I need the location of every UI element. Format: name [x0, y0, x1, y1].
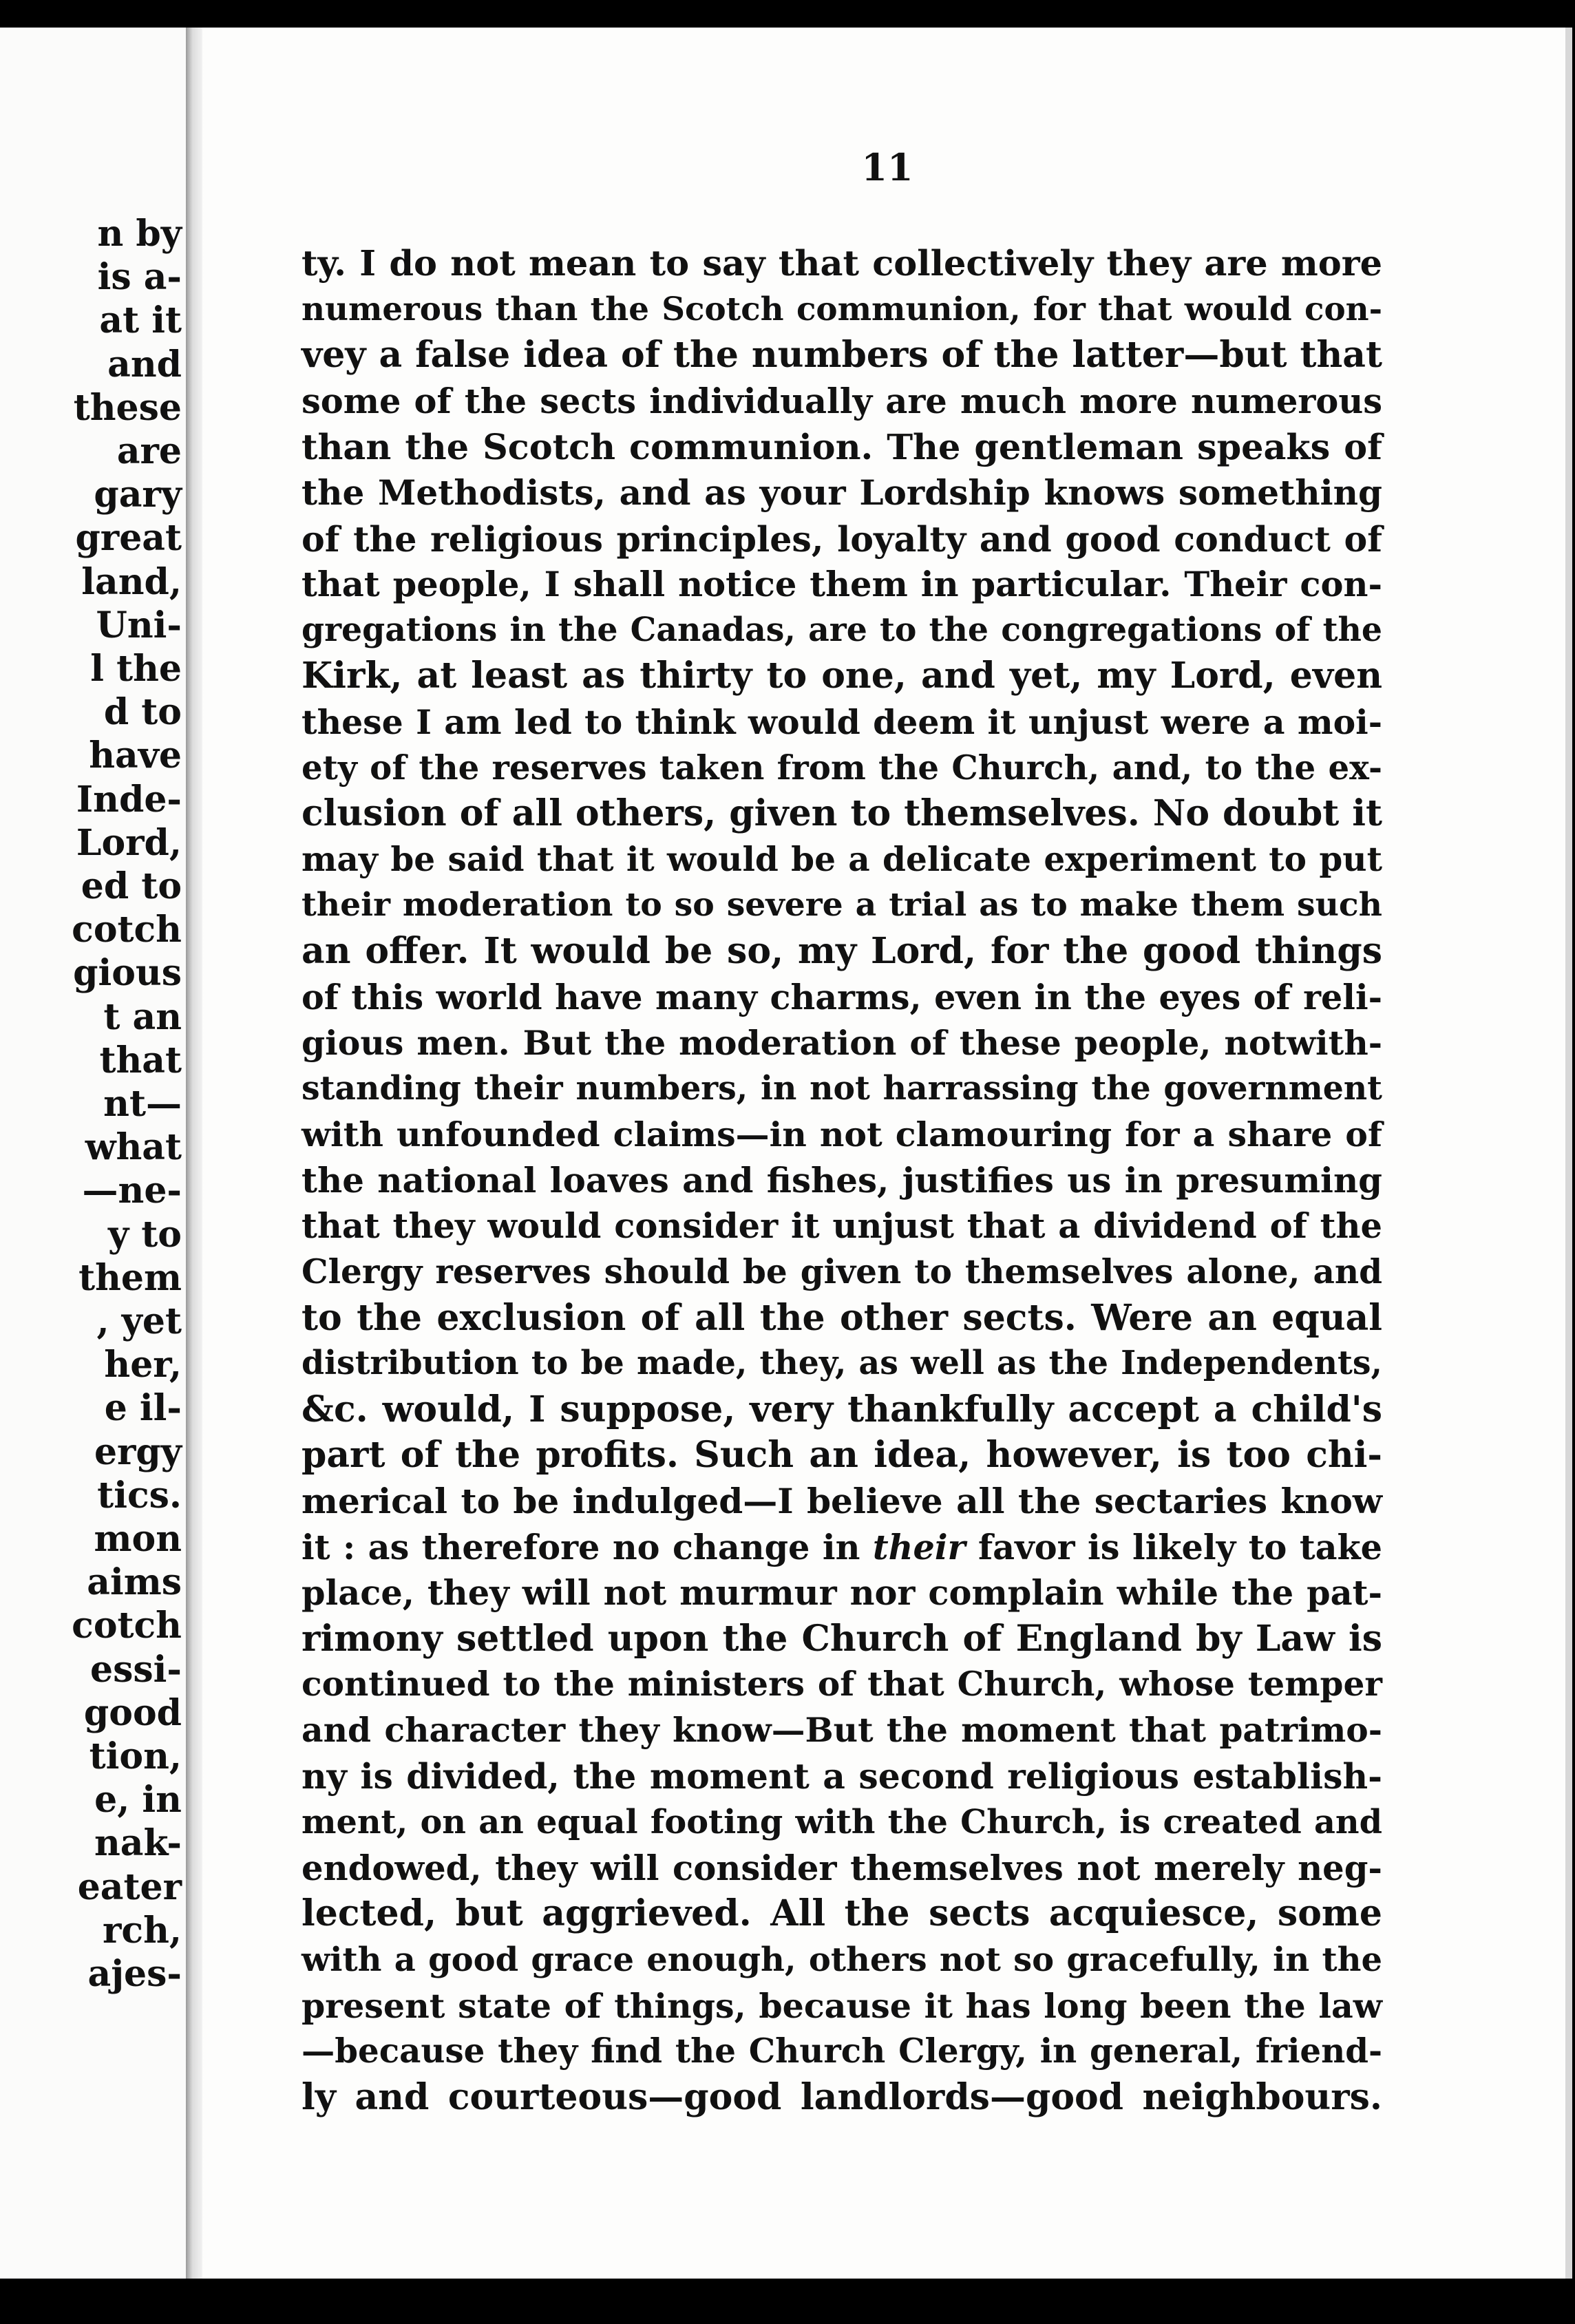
left-page-line: are [116, 430, 182, 472]
left-page-line: e, in [94, 1779, 182, 1821]
left-page-line: is a- [97, 256, 182, 299]
text-line: part of the profits. Such an idea, however, is too chi- [302, 1434, 1382, 1477]
text-line: clusion of all others, given to themselves. No doubt it [302, 792, 1382, 835]
text-line: with a good grace enough, others not so gracefully, in the [302, 1940, 1382, 1979]
text-line: ty. I do not mean to say that collectively they are more [302, 243, 1382, 284]
left-page-line: essi- [90, 1648, 182, 1691]
left-page-line: these [73, 386, 182, 429]
left-page-line: at it [99, 299, 182, 342]
left-page-line: —ne- [82, 1170, 182, 1212]
left-page-line: e il- [104, 1387, 182, 1430]
text-line: of the religious principles, loyalty and good conduct of [302, 518, 1382, 560]
text-line: the Methodists, and as your Lordship knows something [302, 472, 1382, 513]
left-page-line: what [85, 1126, 182, 1169]
text-line: lected, but aggrieved. All the sects acquiesce, some [302, 1892, 1382, 1935]
text-line: that people, I shall notice them in particular. Their con- [302, 564, 1382, 605]
text-line: with unfounded claims—in not clamouring for a share of [302, 1115, 1382, 1155]
left-page-line: great [75, 517, 182, 560]
text-line: rimony settled upon the Church of England by Law is [302, 1617, 1382, 1660]
text-line: vey a false idea of the numbers of the latter—but that [302, 334, 1382, 377]
text-line: and character they know—But the moment that patrimo- [302, 1711, 1382, 1750]
text-line: continued to the ministers of that Church, whose temper [302, 1665, 1382, 1704]
left-page-line: gary [94, 474, 182, 516]
italic-text-run: their [872, 1527, 966, 1567]
text-line: Kirk, at least as thirty to one, and yet, my Lord, even [302, 655, 1382, 697]
left-page-line: nt— [103, 1083, 182, 1125]
text-line: place, they will not murmur nor complain while the pat- [302, 1573, 1382, 1614]
left-page-line: y to [107, 1213, 182, 1256]
left-page-line: mon [94, 1518, 182, 1560]
left-page-line: Lord, [76, 821, 182, 864]
left-page-line: t an [103, 995, 182, 1038]
text-line: endowed, they will consider themselves not merely neg- [302, 1847, 1382, 1888]
right-page [202, 28, 1572, 2279]
text-line: ety of the reserves taken from the Church, and, to the ex- [302, 748, 1382, 788]
left-page-line: ed to [81, 865, 182, 907]
left-page-line: n by [97, 213, 182, 255]
text-line: ly and courteous—good landlords—good neighbours. [302, 2075, 1382, 2118]
left-page-line: aims [87, 1561, 182, 1604]
text-line: gious men. But the moderation of these people, notwith- [302, 1023, 1382, 1064]
text-line: to the exclusion of all the other sects. Were an equal [302, 1296, 1382, 1339]
left-page-line: Inde- [76, 778, 182, 821]
text-line: merical to be indulged—I believe all the sectaries know [302, 1481, 1382, 1522]
left-page-line: her, [104, 1344, 182, 1386]
text-line: some of the sects individually are much more numerous [302, 381, 1382, 421]
text-run: it : as therefore no change in [302, 1527, 873, 1567]
left-page-line: and [107, 343, 182, 385]
left-page-line: them [78, 1256, 182, 1299]
left-page-line: l the [90, 648, 182, 690]
text-line: ment, on an equal footing with the Church, is created and [302, 1803, 1382, 1842]
left-page-line: good [83, 1691, 182, 1734]
text-line: distribution to be made, they, as well as the Independents, [302, 1344, 1382, 1383]
left-page-line: rch, [103, 1909, 182, 1952]
text-run: favor is likely to take [965, 1527, 1382, 1567]
left-page-line: eater [77, 1866, 182, 1908]
left-page-line: land, [81, 560, 182, 603]
left-page-fragment [0, 28, 186, 2279]
left-page-line: have [89, 735, 182, 777]
text-line: their moderation to so severe a trial as to make them such [302, 886, 1382, 925]
left-page-line: tics. [97, 1474, 182, 1517]
left-page-line: that [99, 1039, 182, 1081]
page-edge [1565, 28, 1572, 2279]
text-line: the national loaves and fishes, justifies us in presuming [302, 1159, 1382, 1201]
text-line: standing their numbers, in not harrassing the government [302, 1069, 1382, 1108]
left-page-line: nak- [94, 1822, 182, 1865]
text-line: these I am led to think would deem it unjust were a moi- [302, 701, 1382, 742]
text-line: than the Scotch communion. The gentleman speaks of [302, 426, 1382, 468]
left-page-line: ajes- [87, 1953, 182, 1995]
left-page-line: tion, [89, 1735, 182, 1777]
left-page-line: d to [103, 691, 182, 734]
text-line: —because they find the Church Clergy, in general, friend- [302, 2032, 1382, 2071]
book-gutter [186, 28, 202, 2279]
text-line: Clergy reserves should be given to themselves alone, and [302, 1252, 1382, 1292]
text-line: present state of things, because it has long been the law [302, 1985, 1382, 2026]
left-page-line: , yet [96, 1300, 182, 1342]
text-line: an offer. It would be so, my Lord, for the good things [302, 929, 1382, 972]
left-page-line: gious [73, 952, 182, 995]
body-text [302, 241, 1382, 2120]
left-page-line: cotch [72, 909, 182, 951]
text-line: &c. would, I suppose, very thankfully accept a child's [302, 1388, 1382, 1430]
text-line: ny is divided, the moment a second religious establish- [302, 1755, 1382, 1797]
text-line [302, 1525, 1382, 1571]
text-line: gregations in the Canadas, are to the congregations of the [302, 611, 1382, 649]
text-line: of this world have many charms, even in the eyes of reli- [302, 977, 1382, 1017]
left-page-line: ergy [94, 1430, 182, 1473]
text-line: may be said that it would be a delicate experiment to put [302, 839, 1382, 879]
text-line: that they would consider it unjust that a dividend of the [302, 1206, 1382, 1247]
text-line: numerous than the Scotch communion, for that would con- [302, 290, 1382, 328]
left-page-line: Uni- [96, 604, 182, 646]
left-page-line: cotch [72, 1605, 182, 1647]
page-number: 11 [861, 145, 913, 189]
